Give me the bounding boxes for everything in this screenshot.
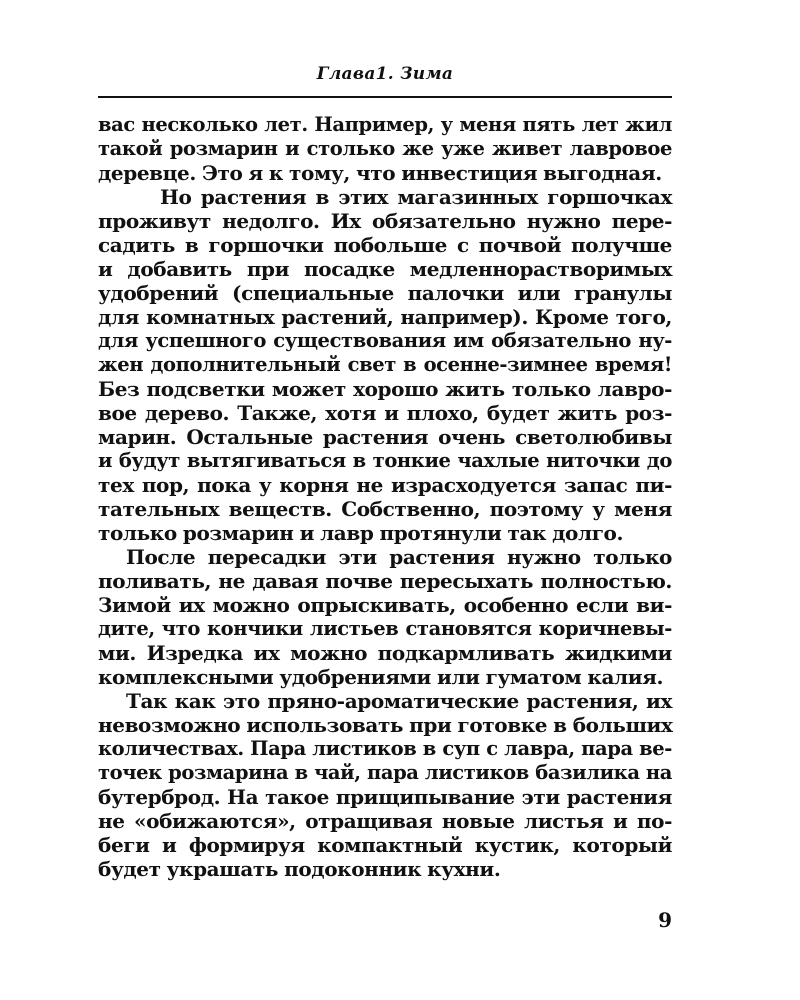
text-line: вас несколько лет. Например, у меня пять лет жил	[98, 113, 672, 136]
text-line: будет украшать подоконник кухни.	[98, 857, 501, 881]
text-line: такой розмарин и столько же уже живет лавровое	[98, 137, 672, 160]
text-line: не «обижаются», отращивая новые листья и по-	[98, 809, 672, 833]
text-line: ми. Изредка их можно подкармливать жидкими	[98, 641, 672, 665]
text-line: тательных веществ. Собственно, поэтому у меня	[98, 497, 672, 521]
page-number: 9	[658, 908, 672, 932]
body-text	[98, 113, 672, 881]
text-line: марин. Остальные растения очень светолюбивы	[98, 425, 672, 449]
text-line: бутерброд. На такое прищипывание эти растения	[98, 785, 672, 809]
paragraph-1	[98, 113, 672, 185]
text-line: садить в горшочки побольше с почвой получше	[98, 233, 672, 257]
text-line: деревце. Это я к тому, что инвестиция выгодная.	[98, 161, 662, 185]
text-line: Так как это пряно-ароматические растения, их	[126, 689, 672, 713]
text-line: Но растения в этих магазинных горшочках	[160, 185, 672, 209]
text-line: удобрений (специальные палочки или гранулы	[98, 281, 672, 305]
text-line: тех пор, пока у корня не израсходуется запас пи-	[98, 473, 672, 497]
paragraph-3	[98, 545, 672, 689]
running-head: Глава1. Зима	[316, 64, 454, 84]
text-line: и добавить при посадке медленнорастворимых	[98, 257, 672, 281]
text-line: беги и формируя компактный кустик, который	[98, 833, 672, 857]
header-rule	[98, 96, 672, 98]
text-line: и будут вытягиваться в тонкие чахлые ниточки до	[98, 449, 672, 472]
text-line: Без подсветки может хорошо жить только лавро-	[98, 377, 672, 401]
text-line: вое дерево. Также, хотя и плохо, будет жить роз-	[98, 401, 672, 425]
text-line: только розмарин и лавр протянули так долго.	[98, 521, 624, 545]
text-line: невозможно использовать при готовке в больших	[98, 713, 673, 737]
text-line: После пересадки эти растения нужно только	[126, 545, 672, 569]
text-line: количествах. Пара листиков в суп с лавра, пара ве-	[98, 737, 672, 760]
text-line: Зимой их можно опрыскивать, особенно если ви-	[98, 593, 672, 617]
text-line: комплексными удобрениями или гуматом калия.	[98, 665, 664, 689]
paragraph-4	[98, 689, 672, 881]
text-line: для комнатных растений, например). Кроме того,	[98, 305, 672, 329]
text-line: дите, что кончики листьев становятся коричневы-	[98, 617, 672, 640]
paragraph-2	[98, 185, 672, 545]
text-line: жен дополнительный свет в осенне-зимнее время!	[98, 353, 672, 376]
text-line: точек розмарина в чай, пара листиков базилика на	[98, 761, 672, 784]
text-line: для успешного существования им обязательно ну-	[98, 329, 672, 352]
text-line: поливать, не давая почве пересыхать полностью.	[98, 569, 672, 593]
text-line: проживут недолго. Их обязательно нужно пере-	[98, 209, 672, 233]
